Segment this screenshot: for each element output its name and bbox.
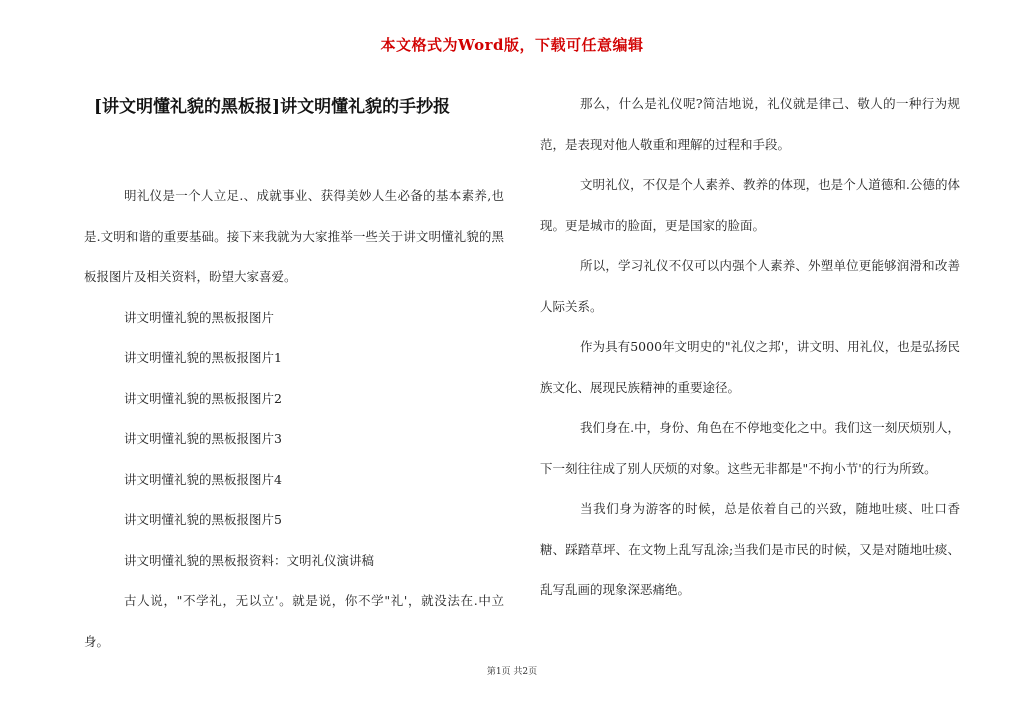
paragraph: 当我们身为游客的时候，总是依着自己的兴致，随地吐痰、吐口香糖、踩踏草坪、在文物上乱写乱涂;当我们是市民的时候，又是对随地吐痰、乱写乱画的现象深恶痛绝。 [540, 501, 960, 597]
paragraph: 讲文明懂礼貌的黑板报图片3 [124, 431, 282, 446]
paragraph: 讲文明懂礼貌的黑板报图片 [124, 309, 275, 325]
paragraph: 那么，什么是礼仪呢?简洁地说，礼仪就是律己、敬人的一种行为规范，是表现对他人敬重和理解的过程和手段。 [540, 96, 960, 152]
download-banner: 本文格式为Word版，下载可任意编辑 [380, 36, 644, 54]
paragraph: 我们身在.中，身份、角色在不停地变化之中。我们这一刻厌烦别人，下一刻往往成了别人厌烦的对象。这些无非都是"不拘小节'的行为所致。 [540, 420, 960, 476]
left-column [84, 176, 504, 662]
paragraph: 明礼仪是一个人立足.、成就事业、获得美妙人生必备的基本素养,也是.文明和谐的重要基础。接下来我就为大家推举一些关于讲文明懂礼貌的黑板报图片及相关资料，盼望大家喜爱。 [84, 188, 504, 284]
right-column [540, 84, 960, 611]
paragraph: 讲文明懂礼貌的黑板报资料：文明礼仪演讲稿 [124, 552, 375, 568]
paragraph: 讲文明懂礼貌的黑板报图片1 [124, 350, 282, 365]
paragraph: 讲文明懂礼貌的黑板报图片2 [124, 390, 282, 406]
paragraph: 作为具有5000年文明史的"礼仪之邦'，讲文明、用礼仪，也是弘扬民族文化、展现民族精神的重要途径。 [540, 339, 960, 395]
paragraph: 所以，学习礼仪不仅可以内强个人素养、外塑单位更能够润滑和改善人际关系。 [540, 258, 960, 314]
page-number: 第1页 共2页 [486, 667, 538, 677]
paragraph: 古人说，"不学礼，无以立'。就是说，你不学"礼'，就没法在.中立身。 [84, 593, 504, 649]
document-title: [讲文明懂礼貌的黑板报]讲文明懂礼貌的手抄报 [94, 97, 451, 117]
paragraph: 讲文明懂礼貌的黑板报图片5 [124, 512, 282, 527]
paragraph: 讲文明懂礼貌的黑板报图片4 [124, 471, 282, 487]
paragraph: 文明礼仪，不仅是个人素养、教养的体现，也是个人道德和.公德的体现。更是城市的脸面，更是国家的脸面。 [540, 177, 960, 233]
